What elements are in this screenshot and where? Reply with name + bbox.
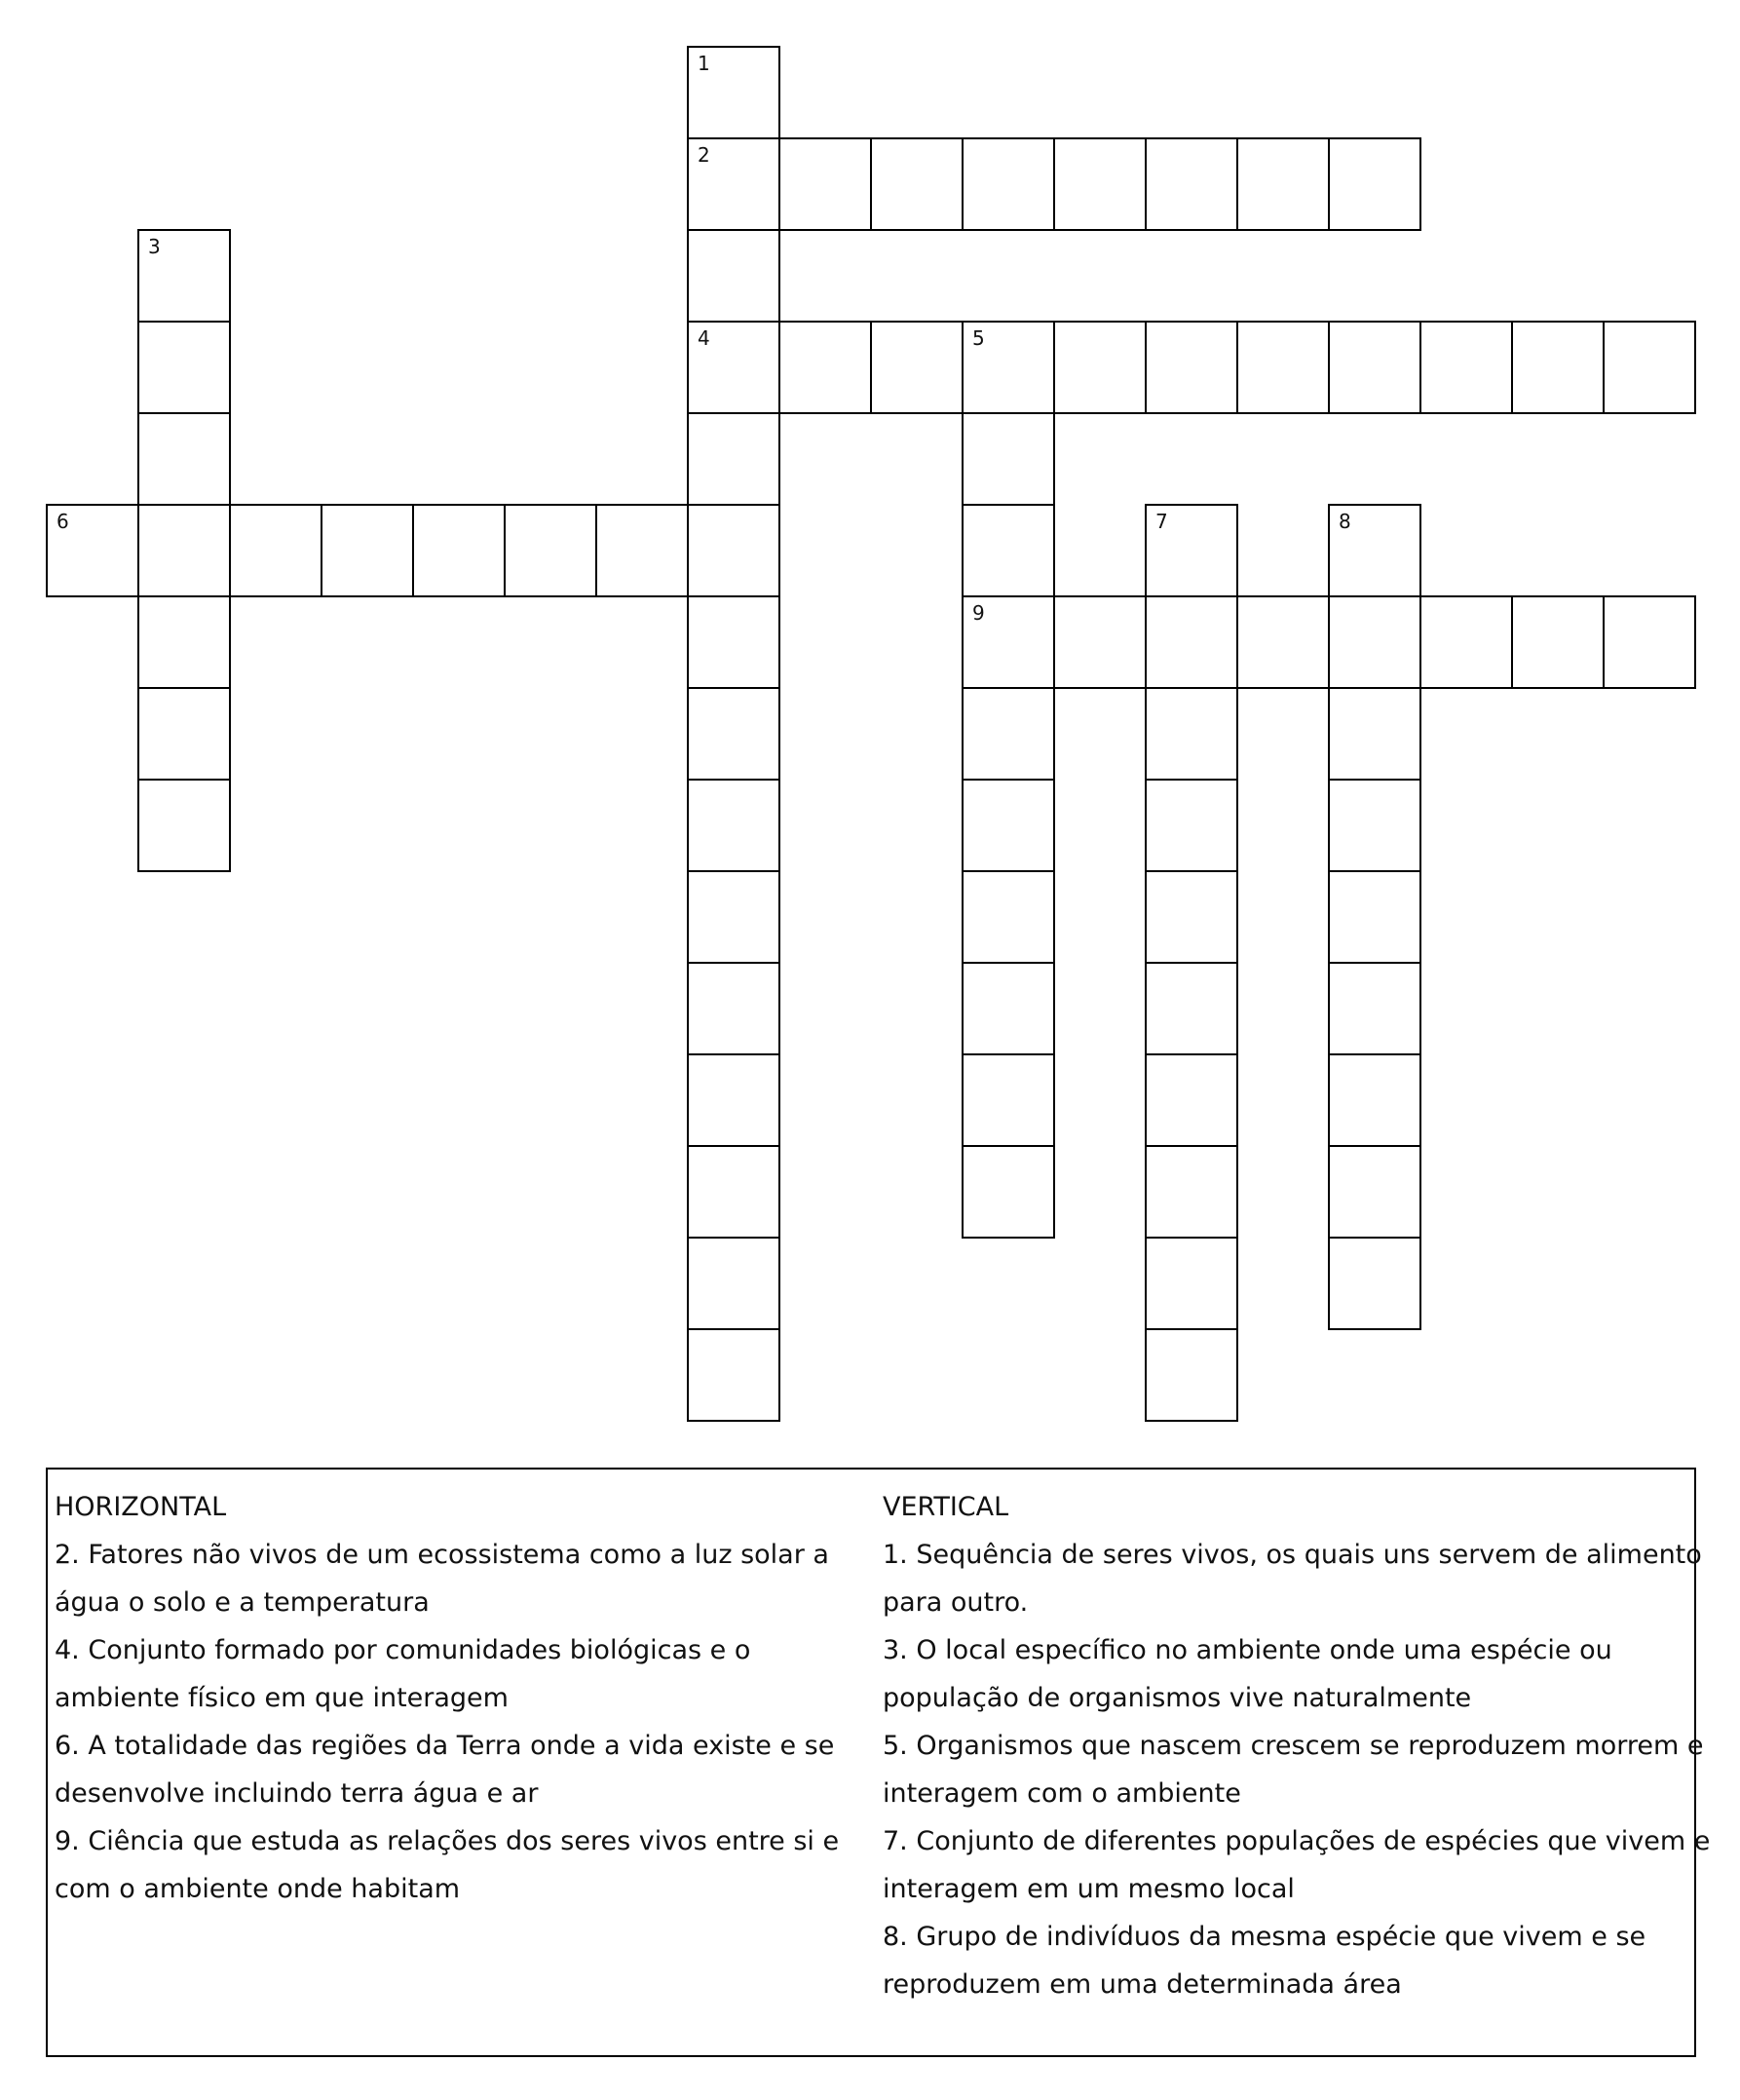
horizontal-clue-line: ambiente físico em que interagem	[55, 1683, 509, 1713]
crossword-cell[interactable]	[687, 504, 780, 597]
crossword-cell[interactable]	[504, 504, 597, 597]
crossword-cell[interactable]	[870, 321, 964, 414]
crossword-cell[interactable]	[321, 504, 414, 597]
crossword-cell[interactable]	[1145, 870, 1238, 964]
crossword-cell-8[interactable]	[1328, 504, 1421, 597]
crossword-cell-7[interactable]	[1145, 504, 1238, 597]
crossword-cell[interactable]	[1053, 321, 1147, 414]
crossword-cell-6[interactable]	[46, 504, 139, 597]
crossword-cell[interactable]	[137, 687, 231, 781]
crossword-cell[interactable]	[1419, 595, 1513, 689]
crossword-cell[interactable]	[1603, 321, 1696, 414]
crossword-cell[interactable]	[1145, 962, 1238, 1055]
crossword-cell[interactable]	[687, 1237, 780, 1330]
crossword-cell[interactable]	[1145, 687, 1238, 781]
crossword-cell[interactable]	[1145, 1053, 1238, 1147]
crossword-cell[interactable]	[1236, 137, 1330, 231]
crossword-cell[interactable]	[229, 504, 322, 597]
crossword-cell[interactable]	[962, 412, 1055, 506]
vertical-clue-line: interagem em um mesmo local	[883, 1874, 1295, 1904]
crossword-cell[interactable]	[137, 779, 231, 872]
crossword-cell[interactable]	[962, 779, 1055, 872]
vertical-clue-line: 5. Organismos que nascem crescem se reproduzem morrem e	[883, 1731, 1704, 1761]
crossword-cell[interactable]	[962, 504, 1055, 597]
crossword-cell[interactable]	[1328, 779, 1421, 872]
crossword-cell[interactable]	[1145, 1328, 1238, 1422]
crossword-cell-2[interactable]	[687, 137, 780, 231]
crossword-cell[interactable]	[1328, 1237, 1421, 1330]
crossword-cell[interactable]	[962, 1053, 1055, 1147]
crossword-cell[interactable]	[962, 870, 1055, 964]
clues-panel	[46, 1468, 1711, 2057]
crossword-cell[interactable]	[1145, 137, 1238, 231]
crossword-cell[interactable]	[1603, 595, 1696, 689]
crossword-cell[interactable]	[687, 962, 780, 1055]
clue-number: 4	[698, 326, 710, 350]
crossword-cell[interactable]	[778, 321, 872, 414]
crossword-cell-5[interactable]	[962, 321, 1055, 414]
crossword-cell[interactable]	[1053, 137, 1147, 231]
horizontal-clue-line: 2. Fatores não vivos de um ecossistema como a luz solar a	[55, 1540, 829, 1570]
crossword-cell[interactable]	[1328, 321, 1421, 414]
horizontal-clue-line: 6. A totalidade das regiões da Terra onde a vida existe e se	[55, 1731, 835, 1761]
clue-number: 2	[698, 143, 710, 167]
crossword-cell[interactable]	[137, 504, 231, 597]
crossword-cell[interactable]	[687, 870, 780, 964]
crossword-cell[interactable]	[1145, 779, 1238, 872]
crossword-cell[interactable]	[687, 779, 780, 872]
vertical-heading: VERTICAL	[883, 1492, 1009, 1522]
crossword-cell[interactable]	[1053, 595, 1147, 689]
crossword-cell[interactable]	[1328, 595, 1421, 689]
crossword-cell[interactable]	[962, 137, 1055, 231]
crossword-cell-3[interactable]	[137, 229, 231, 323]
crossword-cell[interactable]	[137, 321, 231, 414]
clue-number: 5	[972, 326, 985, 350]
vertical-clue-line: interagem com o ambiente	[883, 1778, 1241, 1809]
clue-number: 8	[1339, 510, 1351, 533]
vertical-clues	[883, 1483, 1711, 2008]
crossword-cell[interactable]	[412, 504, 506, 597]
crossword-cell[interactable]	[962, 687, 1055, 781]
crossword-cell[interactable]	[687, 1328, 780, 1422]
crossword-cell-9[interactable]	[962, 595, 1055, 689]
vertical-clue-line: 1. Sequência de seres vivos, os quais uns servem de alimento	[883, 1540, 1702, 1570]
crossword-cell[interactable]	[1145, 321, 1238, 414]
horizontal-clue-line: 4. Conjunto formado por comunidades biológicas e o	[55, 1635, 751, 1665]
crossword-cell[interactable]	[1511, 595, 1605, 689]
horizontal-clue-line: água o solo e a temperatura	[55, 1587, 430, 1618]
horizontal-heading: HORIZONTAL	[55, 1492, 227, 1522]
crossword-cell[interactable]	[1145, 1237, 1238, 1330]
crossword-cell[interactable]	[687, 412, 780, 506]
crossword-cell[interactable]	[1511, 321, 1605, 414]
vertical-clue-line: reproduzem em uma determinada área	[883, 1969, 1402, 2000]
crossword-cell[interactable]	[687, 1053, 780, 1147]
crossword-cell[interactable]	[962, 1145, 1055, 1239]
crossword-cell[interactable]	[595, 504, 689, 597]
clue-number: 1	[698, 52, 710, 75]
crossword-cell-1[interactable]	[687, 46, 780, 139]
vertical-clue-line: para outro.	[883, 1587, 1029, 1618]
horizontal-clues	[55, 1483, 863, 1913]
crossword-cell[interactable]	[1328, 962, 1421, 1055]
vertical-clue-line: 8. Grupo de indivíduos da mesma espécie que vivem e se	[883, 1922, 1646, 1952]
crossword-cell[interactable]	[137, 595, 231, 689]
clue-number: 9	[972, 601, 985, 625]
crossword-cell[interactable]	[1328, 870, 1421, 964]
clue-number: 3	[148, 235, 161, 258]
crossword-cell[interactable]	[137, 412, 231, 506]
clue-number: 6	[57, 510, 69, 533]
crossword-cell[interactable]	[1145, 1145, 1238, 1239]
crossword-cell[interactable]	[1328, 687, 1421, 781]
crossword-cell[interactable]	[962, 962, 1055, 1055]
crossword-cell[interactable]	[1328, 137, 1421, 231]
crossword-cell[interactable]	[1419, 321, 1513, 414]
vertical-clue-line: 3. O local específico no ambiente onde uma espécie ou	[883, 1635, 1612, 1665]
crossword-cell[interactable]	[870, 137, 964, 231]
crossword-cell[interactable]	[1328, 1053, 1421, 1147]
crossword-cell[interactable]	[687, 687, 780, 781]
crossword-cell[interactable]	[687, 595, 780, 689]
crossword-cell[interactable]	[778, 137, 872, 231]
crossword-cell[interactable]	[1328, 1145, 1421, 1239]
horizontal-clue-line: desenvolve incluindo terra água e ar	[55, 1778, 539, 1809]
vertical-clue-line: 7. Conjunto de diferentes populações de espécies que vivem e	[883, 1826, 1711, 1856]
vertical-clue-line: população de organismos vive naturalmente	[883, 1683, 1472, 1713]
horizontal-clue-line: 9. Ciência que estuda as relações dos seres vivos entre si e	[55, 1826, 840, 1856]
crossword-cell[interactable]	[687, 1145, 780, 1239]
clue-number: 7	[1155, 510, 1168, 533]
crossword-cell[interactable]	[1236, 595, 1330, 689]
horizontal-clue-line: com o ambiente onde habitam	[55, 1874, 461, 1904]
crossword-cell-4[interactable]	[687, 321, 780, 414]
crossword-cell[interactable]	[687, 229, 780, 323]
crossword-cell[interactable]	[1145, 595, 1238, 689]
crossword-cell[interactable]	[1236, 321, 1330, 414]
